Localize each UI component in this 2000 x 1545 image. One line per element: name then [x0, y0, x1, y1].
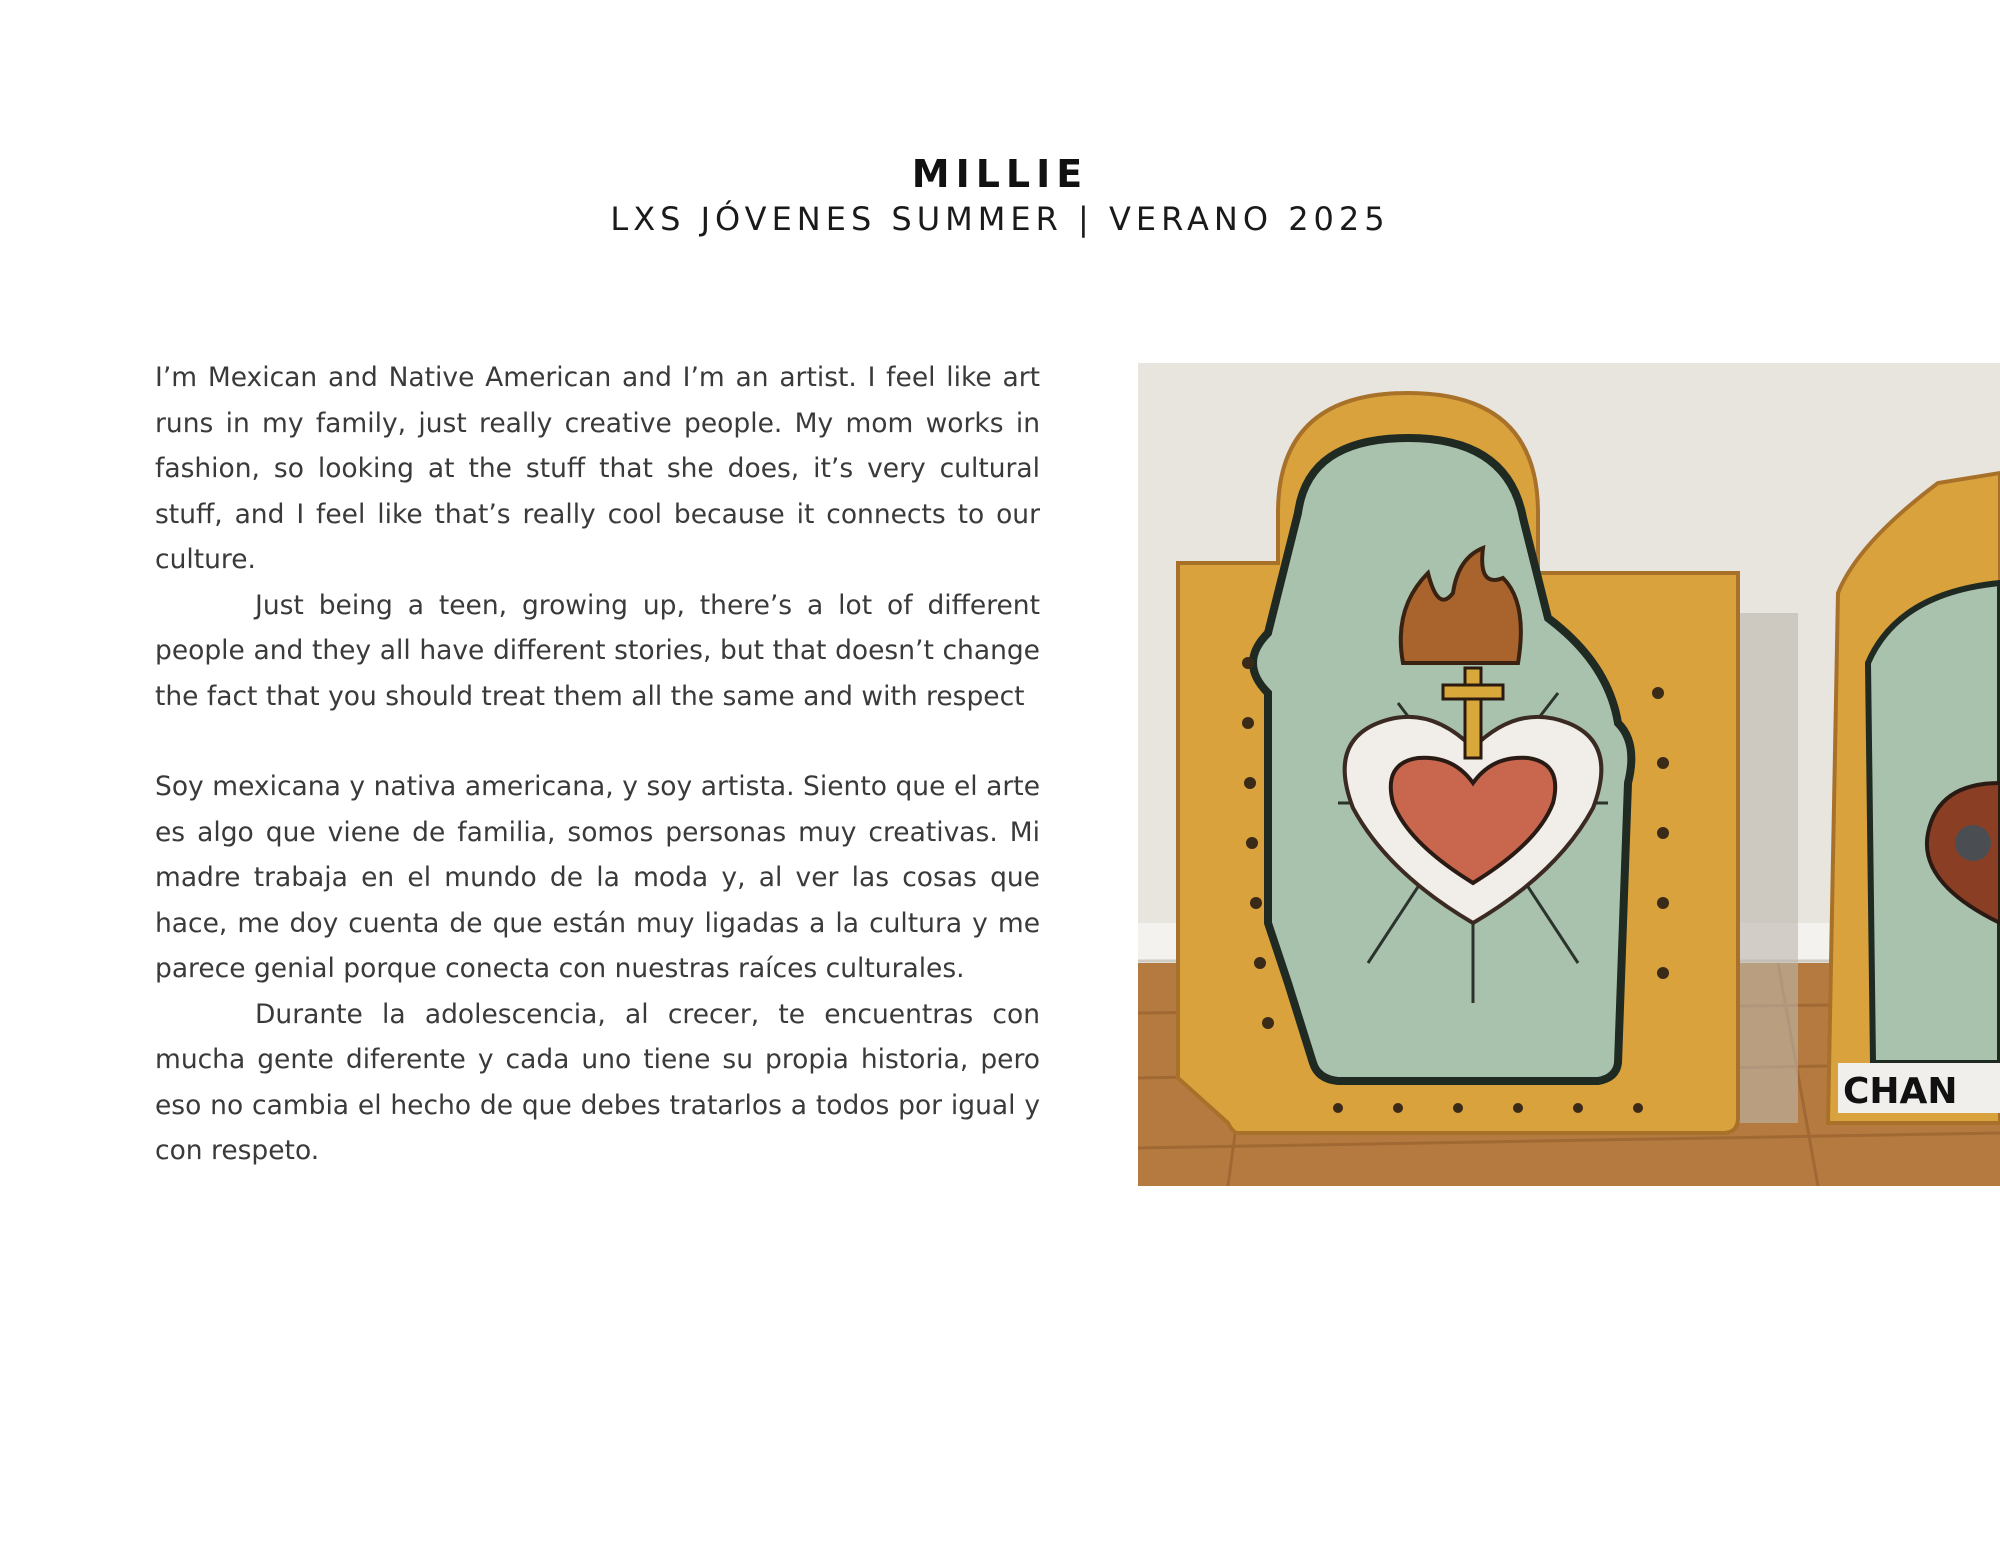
english-paragraph-1: I’m Mexican and Native American and I’m an artist. I feel like art runs in my family, just really creative people. My mom works in fashion, so looking at the stuff that she does, it’s very cultural stuff, and I feel like that’s really cool because it connects to our culture.: [155, 362, 1040, 575]
artist-name: MILLIE: [911, 152, 1089, 196]
paragraph-spacer: [155, 719, 1040, 764]
spanish-paragraph-1: Soy mexicana y nativa americana, y soy artista. Siento que el arte es algo que viene de familia, somos personas muy creativas. Mi madre trabaja en el mundo de la moda y, al ver las cosas que hace, me doy cuenta de que están muy ligadas a la cultura y me parece genial porque conecta con nuestras raíces culturales.: [155, 771, 1040, 984]
english-paragraph-2: Just being a teen, growing up, there’s a lot of different people and they all have different stories, but that doesn’t change the fact that you should treat them all the same and with respect: [155, 589, 1040, 712]
cross-horizontal: [1443, 685, 1503, 699]
statement-column: [155, 355, 1040, 1174]
cut-paper-label-text: CHAN: [1843, 1071, 1958, 1112]
artwork-photo: [1138, 363, 2000, 1186]
cross-vertical: [1465, 668, 1481, 758]
spanish-paragraph-2: Durante la adolescencia, al crecer, te encuentras con mucha gente diferente y cada uno tiene su propia historia, pero eso no cambia el hecho de que debes tratarlos a todos por igual y con respeto.: [155, 998, 1040, 1166]
page-header: [0, 150, 2000, 240]
program-title: LXS JÓVENES SUMMER | VERANO 2025: [610, 200, 1390, 238]
